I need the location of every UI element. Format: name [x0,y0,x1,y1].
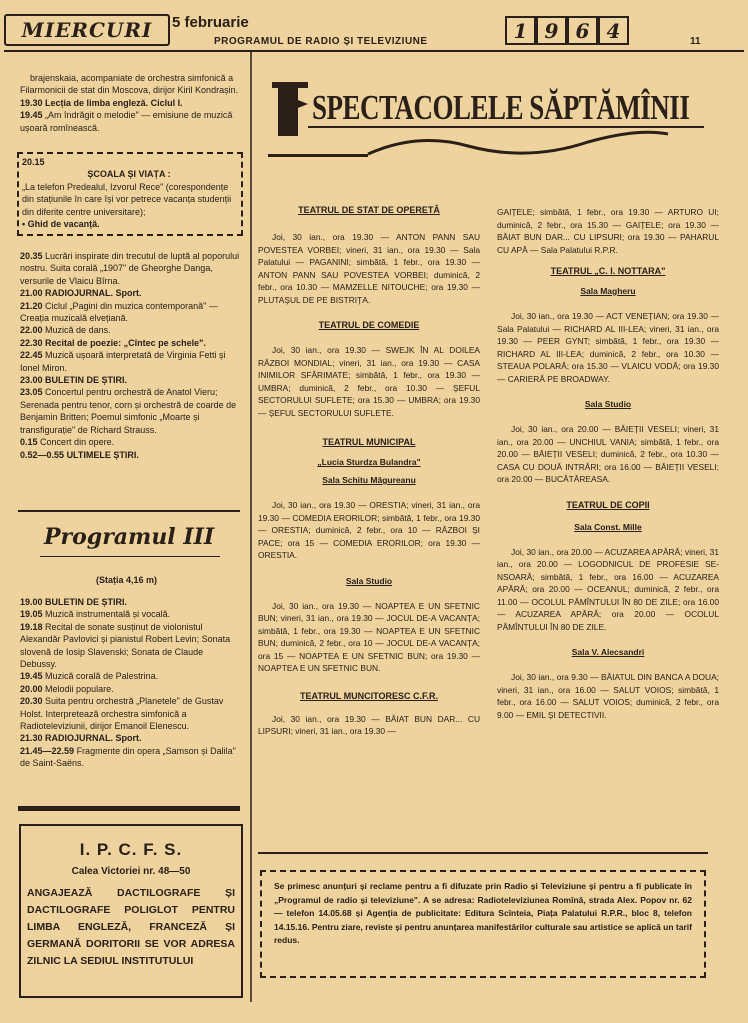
year-digit: 4 [598,16,629,45]
list-item: 21.20 Ciclul „Pagini din muzica contemporană" — Creația muzicală elvețiană. [20,300,218,324]
section-rule [40,556,220,557]
item-time: 19.45 [20,110,43,121]
schedule-text: Joi, 30 ian., ora 19.30 — BĂIAT BUN DAR... CU LIPSURI; vineri, 31 ian., ora 19.30 — [258,713,480,736]
list-item: 23.05 Concertul pentru orchestră de Anatol Vieru; Serenada pentru tenor, corn și orchestră de coarde de Benjamin Britten; Poemul simfonic „Moarte și transfigurație" de Richard Strauss. [20,387,237,435]
page-number: 11 [690,36,701,47]
schedule-text: Joi, 30 ian., ora 19.30 — ANTON PANN SAU POVESTEA VORBEI; vineri, 31 ian., ora 19.30 — Sala Palatului — PAGANINI; simbătă, 1 febr., ora 19.30 — ANTON PANN SAU POVESTEA VORBEI; duminică, 2 febr., ora 10.30 — MAMZELLE NITOUCHE; ora 19.30 — PLUTAȘUL DE PE BISTRIȚA. [258,232,480,305]
evening-items [20,250,240,461]
theatre-heading: TEATRUL DE COMEDIE [318,320,420,330]
list-item: 19.00 BULETIN DE ȘTIRI. [20,597,128,607]
list-item: 20.00 Melodii populare. [20,683,114,694]
spectacole-title: SPECTACOLELE SĂPTĂMÎNII [312,88,690,127]
ad-body: ANGAJEAZĂ DACTILOGRAFE ȘI DACTILOGRAFE POLIGLOT PENTRU LIMBA ENGLEZĂ, FRANCEZĂ ȘI GERMANĂ DORITORII SE VOR ADRESA ZILNIC LA SEDIUL INSTITUTULUI [27,887,235,967]
header-subtitle: PROGRAMUL DE RADIO ȘI TELEVIZIUNE [214,36,428,47]
schedule-text: Joi, 30 ian., ora 20.00 — ACUZAREA APĂRĂ; vineri, 31 ian., ora 20.00 — LOGODNICUL DE PROFESIE SE-NSOARĂ; simbătă, 1 febr., ora 16.00 — ACUZAREA APĂRĂ; ora 20.00 — OCEANUL; duminică, 2 febr., ora 11.00 — OCOLUL PĂMÎNTULUI ÎN 80 DE ZILE; ora 16.00 — ACUZAREA APĂRĂ; ora 20.00 — OCOLUL PĂMÎNTULUI ÎN 80 DE ZILE. [497,546,719,632]
list-item: 19.18 Recital de sonate susținut de violonistul Alexandăr Pavlovici și pianistul Robert Levin; Sonata slovenă de Iosip Slavenski; Sonata de Claude Debussy. [20,621,231,670]
list-item: 19.45 Muzică corală de Palestrina. [20,671,159,682]
list-item: 20.35 Lucrări inspirate din trecutul de luptă al poporului nostru. Suita corală „1907" de Gheorghe Danga, versurile de Vlaicu Bîrna. [20,251,240,286]
item-text: „Am îndrăgit o melodie" — emisiune de muzică ușoară romînească. [20,110,233,133]
ad-title: I. P. C. F. S. [79,840,183,859]
header-rule [4,50,744,52]
theatre-heading: TEATRUL „C. I. NOTTARA" [550,266,666,276]
section-rule [18,510,240,512]
box-time: 20.15 [22,157,45,167]
venue-heading: Sala V. Alecsandri [571,647,645,657]
schedule-text: Joi, 30 ian., ora 19.30 — ORESTIA; vineri, 31 ian., ora 19.30 — COMEDIA ERORILOR; simbătă, 1 febr., ora 19.30 — ORESTIA; duminică, 2 febr., ora 10 — RĂZBOI ȘI PACE; ora 15 — COMEDIA ERORILOR; ora 19.30 — ORESTIA. [258,500,480,560]
theatre-heading: TEATRUL DE COPII [566,499,650,510]
program-3-items [20,596,240,770]
left-column-top [20,72,240,134]
schedule-text: Joi, 30 ian., ora 19.30 — ACT VENEȚIAN; ora 19.30 — Sala Palatului — RICHARD AL III-LEA; vineri, 31 ian., ora 19.30 — PEER GYNT; simbătă, 1 febr., ora 19.30 — RICHARD AL III-LEA; duminică, 2 febr., ora 10.30 — STEAUA POLARĂ; ora 15.30 — VLAICU VODĂ; ora 19.30 — CARIERĂ PE BROADWAY. [497,311,719,384]
schedule-text: Joi, 30 ian., ora 20.00 — BĂIEȚII VESELI; vineri, 31 ian., ora 20.00 — UNCHIUL VANIA; simbătă, 1 febr., ora 20.00 — BĂIEȚII VESELI; duminică, 2 febr., ora 10.30 — CASA CU DOUĂ INTRĂRI; ora 16.00 — BĂIEȚII VESELI; ora 20.00 — BUCĂTĂREASA. [497,424,719,484]
year-digit: 1 [505,16,536,45]
item-text: Lecția de limba engleză. Ciclul I. [45,97,183,108]
list-item: 20.30 Suita pentru orchestră „Planetele" de Gustav Holst. Interpretează orchestra simfonică a Radioteleviziunii, dirijor Emanoil Elenescu. [20,696,224,732]
continuation-text: brajenskaia, acompaniate de orchestra simfonică a Filarmonicii de stat din Moscova, dirijor Kiril Kondrașin. [20,73,239,96]
schedule-text: Joi, 30 ian., ora 19.30 — NOAPTEA E UN SFETNIC BUN; vineri, 31 ian., ora 19.30 — JOCUL DE-A VACANȚA; simbătă, 1 febr., ora 19.30 — NOAPTEA E UN SFETNIC BUN; duminică, 2 febr., ora 10 — JOCUL DE-A VACANȚA; ora 15 — NOAPTEA E UN SFETNIC BUN; ora 19.30 — NOAPTEA E UN SFETNIC BUN. [258,600,480,673]
year-digit: 9 [536,16,567,45]
list-item: 0.52—0.55 ULTIMELE ȘTIRI. [20,449,139,460]
program-3-station: (Stația 4,16 m) [96,575,158,585]
list-item: 23.00 BULETIN DE ȘTIRI. [20,375,128,386]
schedule-text: Joi, 30 ian., ora 9.30 — BĂIATUL DIN BANCA A DOUA; vineri, 31 ian., ora 16.00 — SALUT VOIOS; simbătă, 1 febr., ora 16.00 — SALUT VOIOS; duminică, 2 febr., ora 9.00 — EMIL ȘI DETECTIVII. [497,672,719,720]
ad-address: Calea Victoriei nr. 48—50 [71,866,191,877]
list-item: 22.00 Muzică de dans. [20,325,111,336]
venue-heading: Sala Schitu Măgureanu [322,475,416,485]
section-rule [258,852,708,854]
venue-heading: Sala Studio [345,575,393,586]
schedule-text: GAIȚELE; simbătă, 1 febr., ora 19.30 — ARTURO UI; duminică, 2 febr., ora 15.30 — GAIȚELE; ora 19.30 — BĂIAT BUN DAR... CU LIPSURI; ora 19.30 — PAHARUL CU APĂ — Sala Palatului R.P.R. [497,207,719,255]
box-line2: • Ghid de vacanță. [22,219,100,230]
venue-heading: Sala Studio [584,399,632,409]
year-digit: 6 [567,16,598,45]
list-item: 21.00 RADIOJURNAL. Sport. [20,288,142,299]
item-time: 19.30 [20,97,43,108]
section-rule [18,806,240,811]
ipcfs-advertisement [19,824,243,998]
box-line1: „La telefon Predealul, Izvorul Rece" (corespondențe din stațiunile în care își vor petrece vacanța studenții din diferite centre universitare); [22,181,232,217]
advertising-notice: Se primesc anunțuri și reclame pentru a fi difuzate prin Radio și Televiziune și pentru a fi publicate în „Programul de radio și televiziune". A se adresa: Radioteleviziunea Romînă, strada Alex. Popov nr. 62 — telefon 14.05.68 și Agenția de publicitate: Editura Scînteia, Piața Palatului R.P.R., bloc 8, telefon 14.15.16. Pentru ziare, reviste și pentru anunțarea manifestărilor culturale sau artistice se aplică un tarif redus. [260,870,706,978]
list-item: 22.45 Muzică ușoară interpretată de Virginia Fetti și Ionel Miron. [20,350,226,373]
list-item: 21.30 RADIOJURNAL. Sport. [20,733,142,744]
masthead-logo: MIERCURI [4,14,170,46]
list-item: 22.30 Recital de poezie: „Cîntec pe schele". [20,337,206,348]
spectacole-column-a [258,205,480,738]
program-3-title: Programul III [44,524,215,550]
box-title: ȘCOALA ȘI VIAȚA : [87,169,171,180]
list-item: 21.45—22.59 Fragmente din opera „Samson și Dalila" de Saint-Saëns. [20,745,236,769]
venue-heading: Sala Magheru [580,286,636,296]
column-divider [250,52,252,1002]
header-date: 5 februarie [172,14,249,31]
theatre-heading: TEATRUL MUNCITORESC C.F.R. [299,690,438,701]
list-item: 0.15 Concert din opere. [20,437,115,448]
venue-heading: „Lucia Sturdza Bulandra" [317,457,421,467]
theatre-heading: TEATRUL MUNICIPAL [322,437,416,447]
venue-heading: Sala Const. Mille [574,521,642,532]
schedule-text: Joi, 30 ian., ora 19.30 — SWEJK ÎN AL DOILEA RĂZBOI MONDIAL; vineri, 31 ian., ora 19.30 — CASA INIMILOR SFĂRIMATE; simbătă, 1 febr., ora 19.30 — UMBRA; duminică, 2 febr., ora 10.30 — ȘEFUL SECTORULUI SUFLETE; ora 15.30 — UMBRA; ora 19.30 — ȘEFUL SECTORULUI SUFLETE. [258,345,480,418]
spectacole-column-b [497,206,719,721]
scoala-box-content [22,156,236,230]
theatre-heading: TEATRUL DE STAT DE OPERETĂ [298,205,440,215]
list-item: 19.05 Muzică instrumentală și vocală. [20,609,171,620]
